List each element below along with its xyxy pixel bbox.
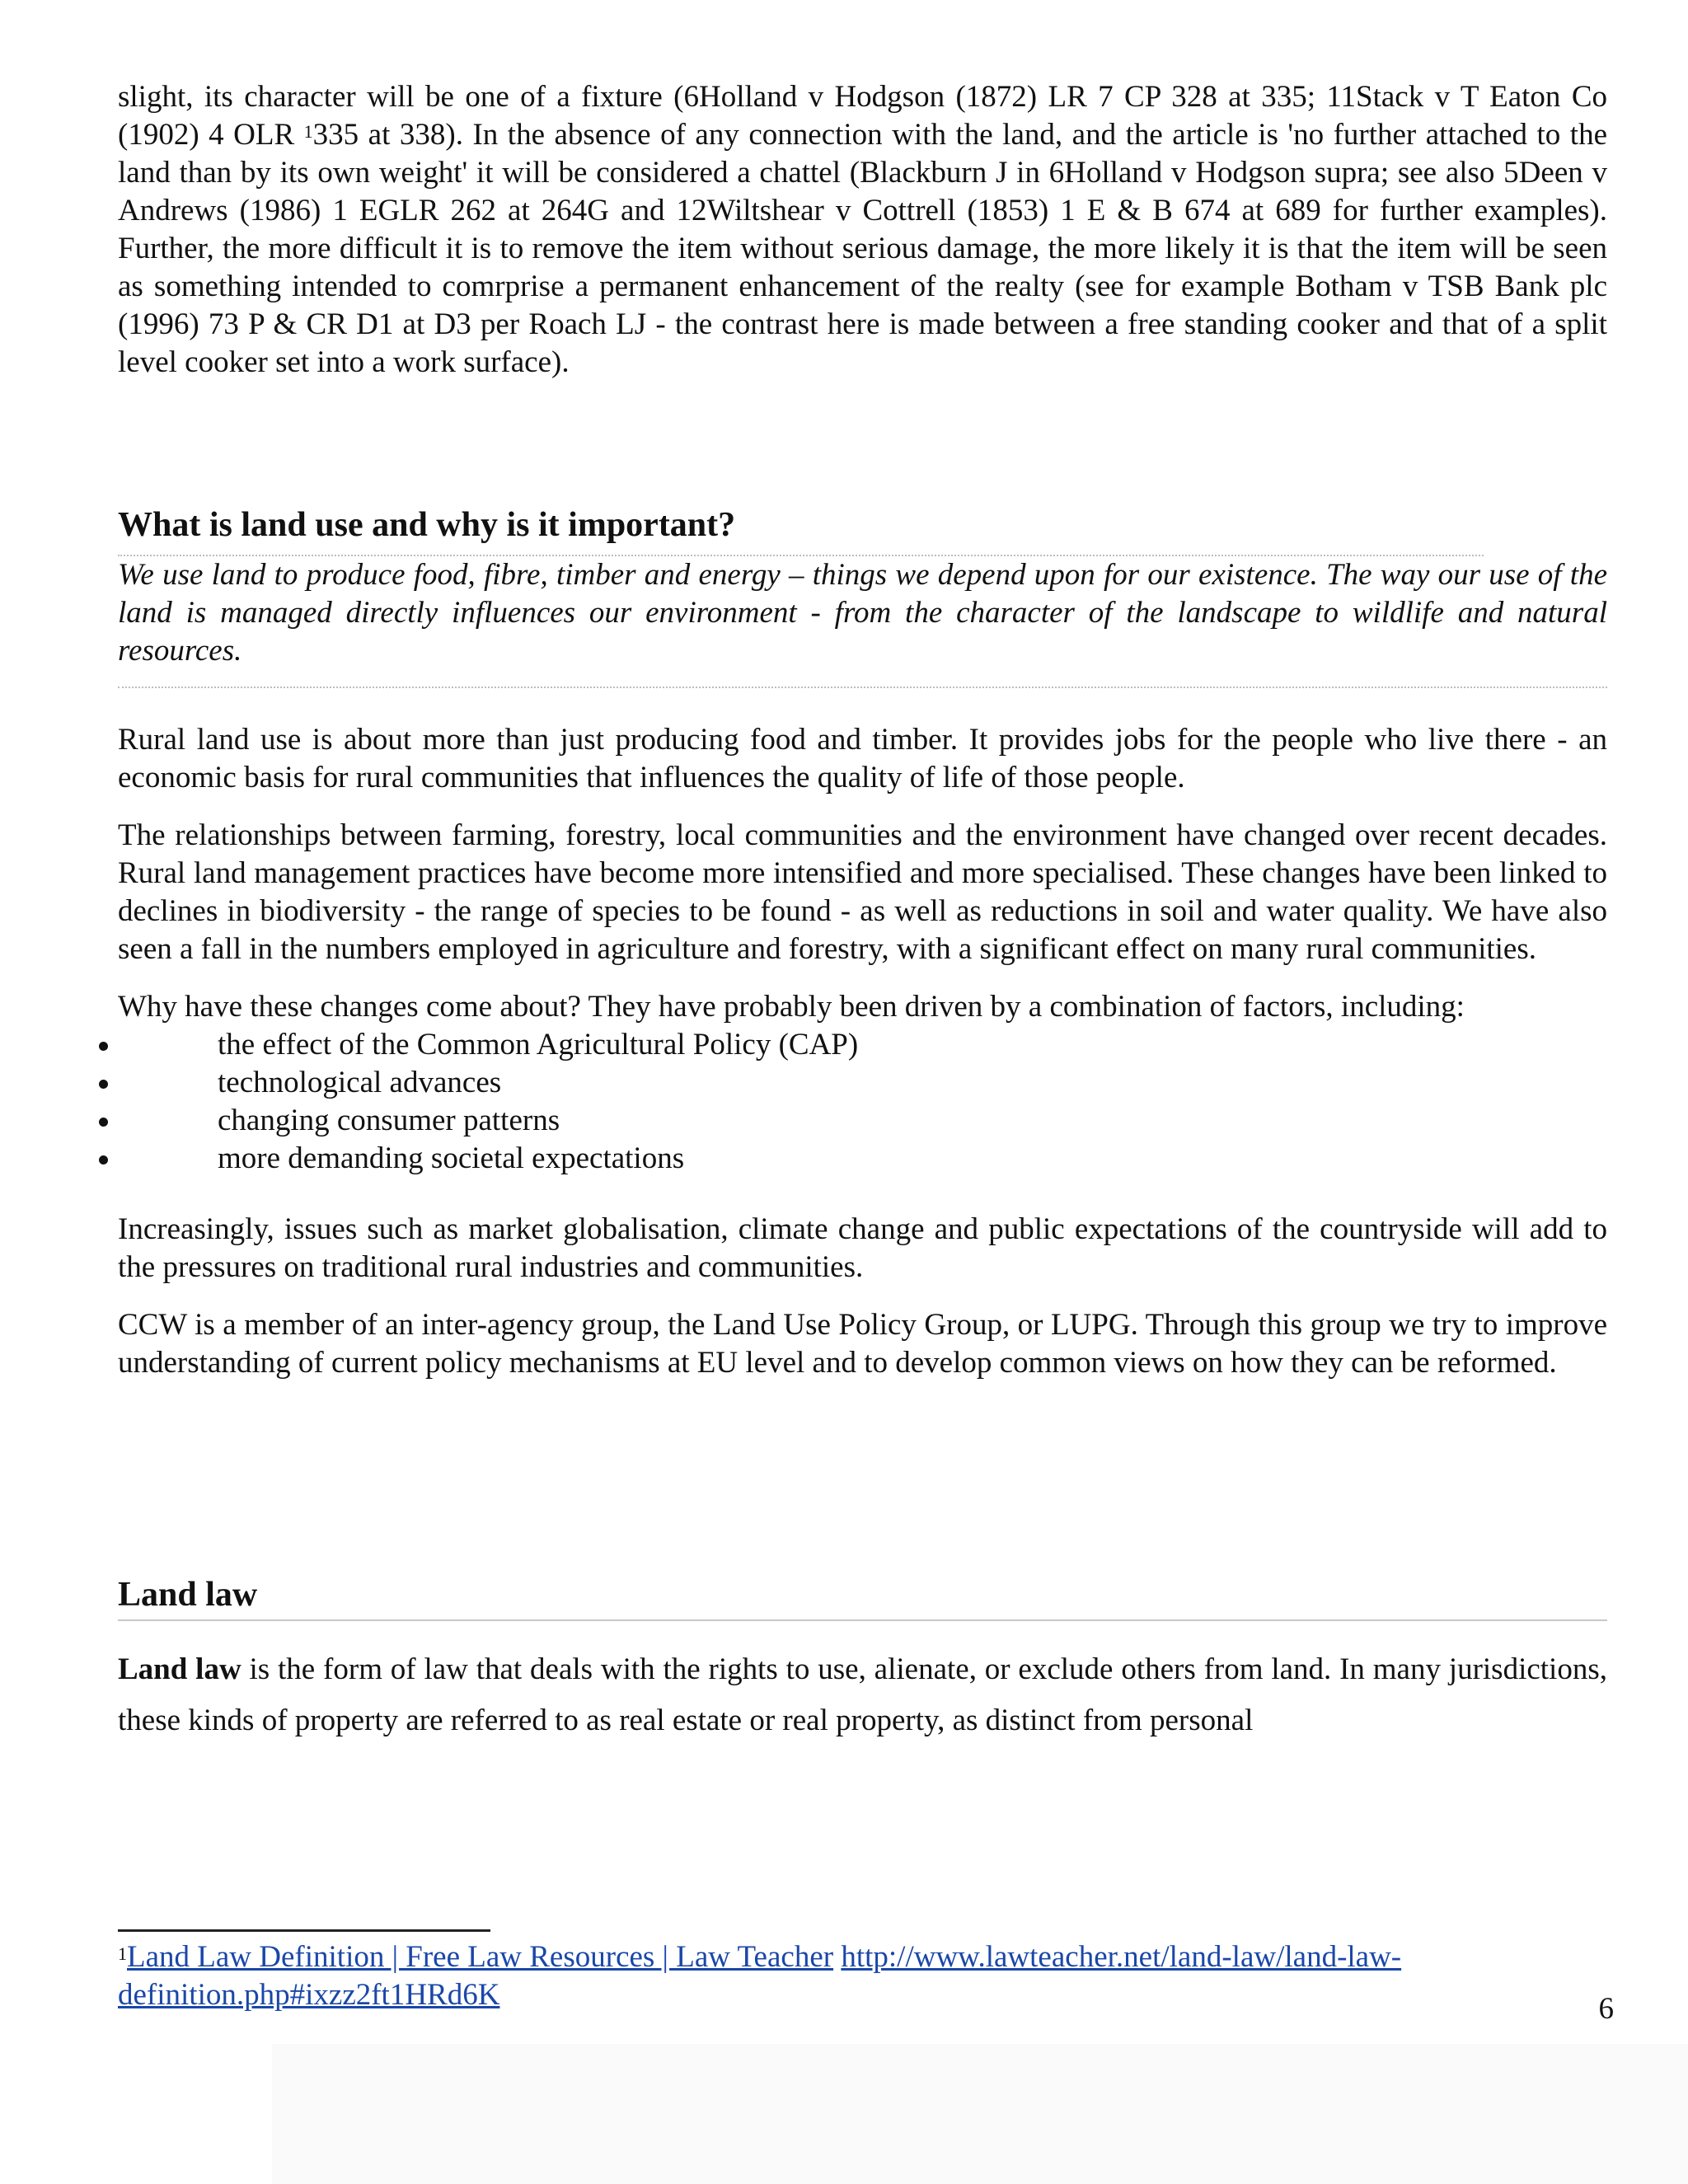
paragraph-globalisation: Increasingly, issues such as market globalisation, climate change and public expectations of the countryside will add to the pressures on traditional rural industries and communities.: [118, 1212, 1607, 1284]
paragraph-ccw: CCW is a member of an inter-agency group, the Land Use Policy Group, or LUPG. Through this group we try to improve understanding of current policy mechanisms at EU level and to develop common views on how they can be reformed.: [118, 1308, 1607, 1380]
land-use-section: [118, 504, 1607, 1382]
land-law-heading: Land law: [118, 1576, 258, 1614]
land-law-paragraph: [118, 1644, 1607, 1746]
land-use-heading: What is land use and why is it important?: [118, 506, 736, 544]
footnote-link-title[interactable]: Land Law Definition | Free Law Resources | Law Teacher: [127, 1940, 834, 1974]
footnote-separator: [118, 1929, 490, 1932]
bullet-icon: [99, 1080, 108, 1089]
intro-text-part1: slight, its character will be one of a fixture (6Holland v Hodgson (1872) LR 7 CP 328 at 335; 11Stack v T Eaton Co (1902) 4 OLR: [118, 80, 1607, 152]
land-law-text: is the form of law that deals with the rights to use, alienate, or exclude others from land. In many jurisdictions, these kinds of property are referred to as real estate or real property, as distinct from personal: [118, 1652, 1607, 1737]
list-item: more demanding societal expectations: [118, 1140, 1607, 1178]
factors-list: [118, 1026, 1607, 1178]
intro-paragraph: [118, 78, 1607, 382]
background-shade: [272, 2044, 1688, 2184]
land-law-term: Land law: [118, 1652, 241, 1686]
list-item: technological advances: [118, 1064, 1607, 1102]
list-item: changing consumer patterns: [118, 1102, 1607, 1140]
list-item: the effect of the Common Agricultural Policy (CAP): [118, 1026, 1607, 1064]
page-number: 6: [1598, 1992, 1614, 2026]
dotted-divider-bottom: [118, 687, 1607, 688]
intro-text-part2: 335 at 338). In the absence of any connection with the land, and the article is 'no further attached to the land than by its own weight' it will be considered a chattel (Blackburn J in 6Holland v Hodgson supra; see also 5Deen v Andrews (1986) 1 EGLR 262 at 264G and 12Wiltshear v Cottrell (1853) 1 E & B 674 at 689 for further examples). Further, the more difficult it is to remove the item without serious damage, the more likely it is that the item will be seen as something intended to comrprise a permanent enhancement of the realty (see for example Botham v TSB Bank plc (1996) 73 P & CR D1 at D3 per Roach LJ - the contrast here is made between a free standing cooker and that of a split level cooker set into a work surface).: [118, 118, 1607, 379]
bullet-icon: [99, 1118, 108, 1127]
paragraph-rural-land-use: Rural land use is about more than just producing food and timber. It provides jobs for the people who live there - an economic basis for rural communities that influences the quality of life of those people.: [118, 723, 1607, 794]
footnote-mark: 1: [118, 1943, 127, 1964]
heading-underline: [118, 1619, 1607, 1621]
bullet-icon: [99, 1155, 108, 1165]
footnote-link-url[interactable]: http://www.lawteacher.net/land-law/land-law-definition.php#ixzz2ft1HRd6K: [118, 1940, 1402, 2012]
land-use-summary: We use land to produce food, fibre, timber and energy – things we depend upon for our existence. The way our use of the land is managed directly influences our environment - from the character of the landscape to wildlife and natural resources.: [118, 558, 1607, 668]
footnote-reference[interactable]: 1: [303, 121, 313, 142]
paragraph-relationships: The relationships between farming, forestry, local communities and the environment have changed over recent decades. Rural land management practices have become more intensified and more specialised. These changes have been linked to declines in biodiversity - the range of species to be found - as well as reductions in soil and water quality. We have also seen a fall in the numbers employed in agriculture and forestry, with a significant effect on many rural communities.: [118, 818, 1607, 966]
bullet-icon: [99, 1042, 108, 1051]
page-content: [118, 78, 1607, 1746]
land-law-section: [118, 1573, 1607, 1746]
list-intro: Why have these changes come about? They have probably been driven by a combination of factors, including:: [118, 990, 1465, 1024]
footnote: [118, 1938, 1568, 2014]
